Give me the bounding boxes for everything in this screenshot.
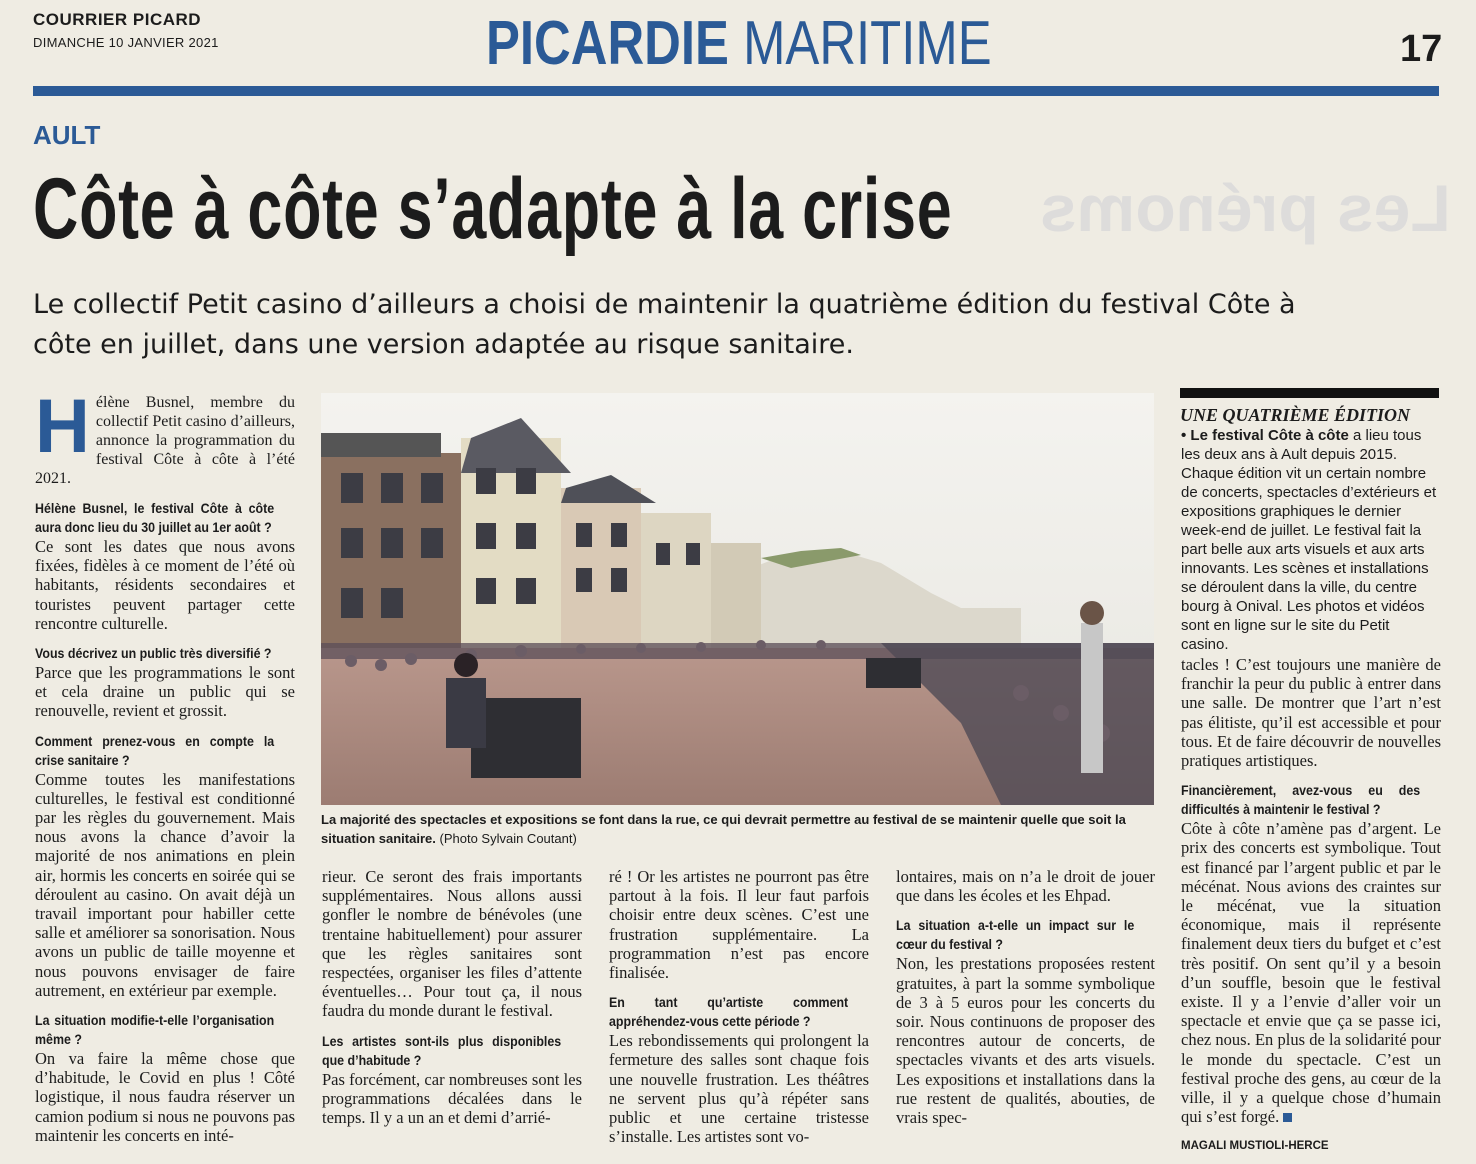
article-standfirst: Le collectif Petit casino d’ailleurs a choisi de maintenir la quatrième édition du festival Côte à côte en juillet, dans une version adaptée au risque sanitaire. xyxy=(33,289,1296,360)
article-column-3 xyxy=(609,867,869,1157)
section-title-bold: PICARDIE xyxy=(486,9,729,78)
photo-caption xyxy=(321,810,1154,848)
author-signature: MAGALI MUSTIOLI-HERCE xyxy=(1181,1140,1329,1153)
question-7: La situation a-t-elle un impact sur le cœur du festival ? xyxy=(896,918,1135,953)
article-column-4 xyxy=(896,867,1155,1138)
question-1: Hélène Busnel, le festival Côte à côte aura donc lieu du 30 juillet au 1er août ? xyxy=(35,501,275,535)
sidebar-box xyxy=(1181,426,1440,665)
article-column-5 xyxy=(1181,655,1441,1157)
sidebar-text: a lieu tous les deux ans à Ault depuis 2015. Chaque édition vit un certain nombre de concerts, spectacles d’extérieurs et expositions graphiques le dernier week-end de juillet. Le festival fait la part belle aux arts visuels et aux arts innovants. Les scènes et installations se déroulent dans la ville, du centre bourg à Onival. Les photos et vidéos sont en ligne sur le site du Petit casino. xyxy=(1181,427,1437,653)
sidebar-lead: • Le festival Côte à côte xyxy=(1181,427,1349,444)
question-2: Vous décrivez un public très diversifié ? xyxy=(35,646,272,662)
newspaper-name: COURRIER PICARD xyxy=(33,10,202,29)
answer-4-part-2: rieur. Ce seront des frais importants supplémentaires. Nous allons aussi gonfler le nombre de bénévoles (une trentaine habituellement) pour assurer que les règles sanitaires sont respectées, organiser les files d’attente éventuelles… Pour tout ça, il nous faudra du monde durant le festival. xyxy=(322,867,582,1021)
article-headline: Côte à côte s’adapte à la crise xyxy=(33,161,953,257)
answer-7-part-2: tacles ! C’est toujours une manière de franchir la peur du public à entrer dans une salle. De montrer que l’art n’est pas élitiste, qu’il est accessible et pour tous. Et de faire découvrir de nouvelles pratiques artistiques. xyxy=(1181,655,1441,771)
sidebar-rule xyxy=(1180,388,1439,398)
bleed-through-text: Les prénoms xyxy=(1040,171,1451,245)
question-3: Comment prenez-vous en compte la crise sanitaire ? xyxy=(35,733,275,768)
caption-text: La majorité des spectacles et expositions se font dans la rue, ce qui devrait permettre au festival de se maintenir quelle que soit la situation sanitaire. xyxy=(321,812,1126,846)
answer-7-part-1: Non, les prestations proposées restent gratuites, à part la somme symbolique de 3 à 5 euros pour les concerts du soir. Nous continuons de proposer des rencontres autour de concerts, de spectacles vivants et des arts visuels. Les expositions et installations dans la rue restent de qualités, abouties, de vrais spec- xyxy=(896,954,1155,1128)
article-kicker: AULT xyxy=(33,120,101,150)
header-rule xyxy=(33,86,1439,96)
question-5: Les artistes sont-ils plus disponibles que d’habitude ? xyxy=(322,1033,562,1068)
page-number: 17 xyxy=(1400,28,1443,70)
photo-credit: (Photo Sylvain Coutant) xyxy=(439,831,577,846)
question-4: La situation modifie-t-elle l’organisation même ? xyxy=(35,1013,275,1048)
festival-photo xyxy=(321,393,1154,805)
article-intro: élène Busnel, membre du collectif Petit casino d’ailleurs, annonce la programmation du festival Côte à côte à l’été 2021. xyxy=(35,394,295,487)
issue-date: DIMANCHE 10 JANVIER 2021 xyxy=(33,35,219,50)
answer-5-part-2: ré ! Or les artistes ne pourront pas être partout à la fois. Il leur faut parfois choisir entre deux scènes. C’est une frustration supplémentaire. La programmation n’est pas encore finalisée. xyxy=(609,867,869,983)
question-6: En tant qu’artiste comment appréhendez-vous cette période ? xyxy=(609,995,849,1030)
section-title-light: MARITIME xyxy=(743,9,992,78)
answer-1: Ce sont les dates que nous avons fixées, fidèles à ce moment de l’été où habitants, résidents secondaires et touristes peuvent partager cette rencontre culturelle. xyxy=(35,537,295,633)
answer-5-part-1: Pas forcément, car nombreuses sont les programmations décalées dans le temps. Il y a un an et demi d’arrié- xyxy=(322,1069,582,1128)
answer-2: Parce que les programmations le sont et cela draine un public qui se renouvelle, revient et grossit. xyxy=(35,663,295,721)
answer-3: Comme toutes les manifestations culturelles, le festival est conditionné par les règles du gouvernement. Mais nous avons la chance d’avoir la majorité de nos animations en plein air, hormis les concerts en soirée qui se déroulent au casino. On avait déjà un travail important pour habiller cette salle et améliorer sa sonorisation. Nous avons un public de taille moyenne et nous pouvons envisager de faire autrement, en extérieur par exemple. xyxy=(35,769,295,1000)
dropcap: H xyxy=(35,384,90,469)
photo-illustration xyxy=(321,393,1154,805)
answer-6-part-1: Les rebondissements qui prolongent la fermeture des salles sont chaque fois une nouvelle frustration. Les théâtres ne servent plus qu’à répéter sans public et une certaine tristesse s’installe. Les artistes sont vo- xyxy=(609,1031,869,1147)
answer-4-part-1: On va faire la même chose que d’habitude, le Covid en plus ! Côté logistique, il nous faudra réserver un camion podium si nous ne pouvons pas maintenir les concerts en inté- xyxy=(35,1049,295,1145)
sidebar-title: UNE QUATRIÈME ÉDITION xyxy=(1180,405,1411,425)
question-8: Financièrement, avez-vous eu des difficultés à maintenir le festival ? xyxy=(1181,783,1421,818)
answer-6-part-2: lontaires, mais on n’a le droit de jouer que dans les écoles et les Ehpad. xyxy=(896,867,1155,906)
article-column-2 xyxy=(322,867,582,1138)
end-mark xyxy=(1283,1113,1292,1122)
section-title xyxy=(486,8,992,79)
article-column-1 xyxy=(35,384,295,1156)
answer-8: Côte à côte n’amène pas d’argent. Le prix des concerts est symbolique. Tout est financé par l’argent public et par le mécénat. Nous avions des craintes sur le mécénat, vue la situation économique, mais il représente finalement deux tiers du bufget et c’est très positif. On sent qu’il y a besoin d’un souffle, besoin que le festival existe. Il y a l’envie d’aller voir un spectacle et envie que ça se passe ici, chez nous. En plus de la solidarité pour le monde du spectacle. C’est un festival proche des gens, au cœur de la ville, il y a quelque chose d’humain qui s’est forgé. xyxy=(1181,819,1441,1127)
